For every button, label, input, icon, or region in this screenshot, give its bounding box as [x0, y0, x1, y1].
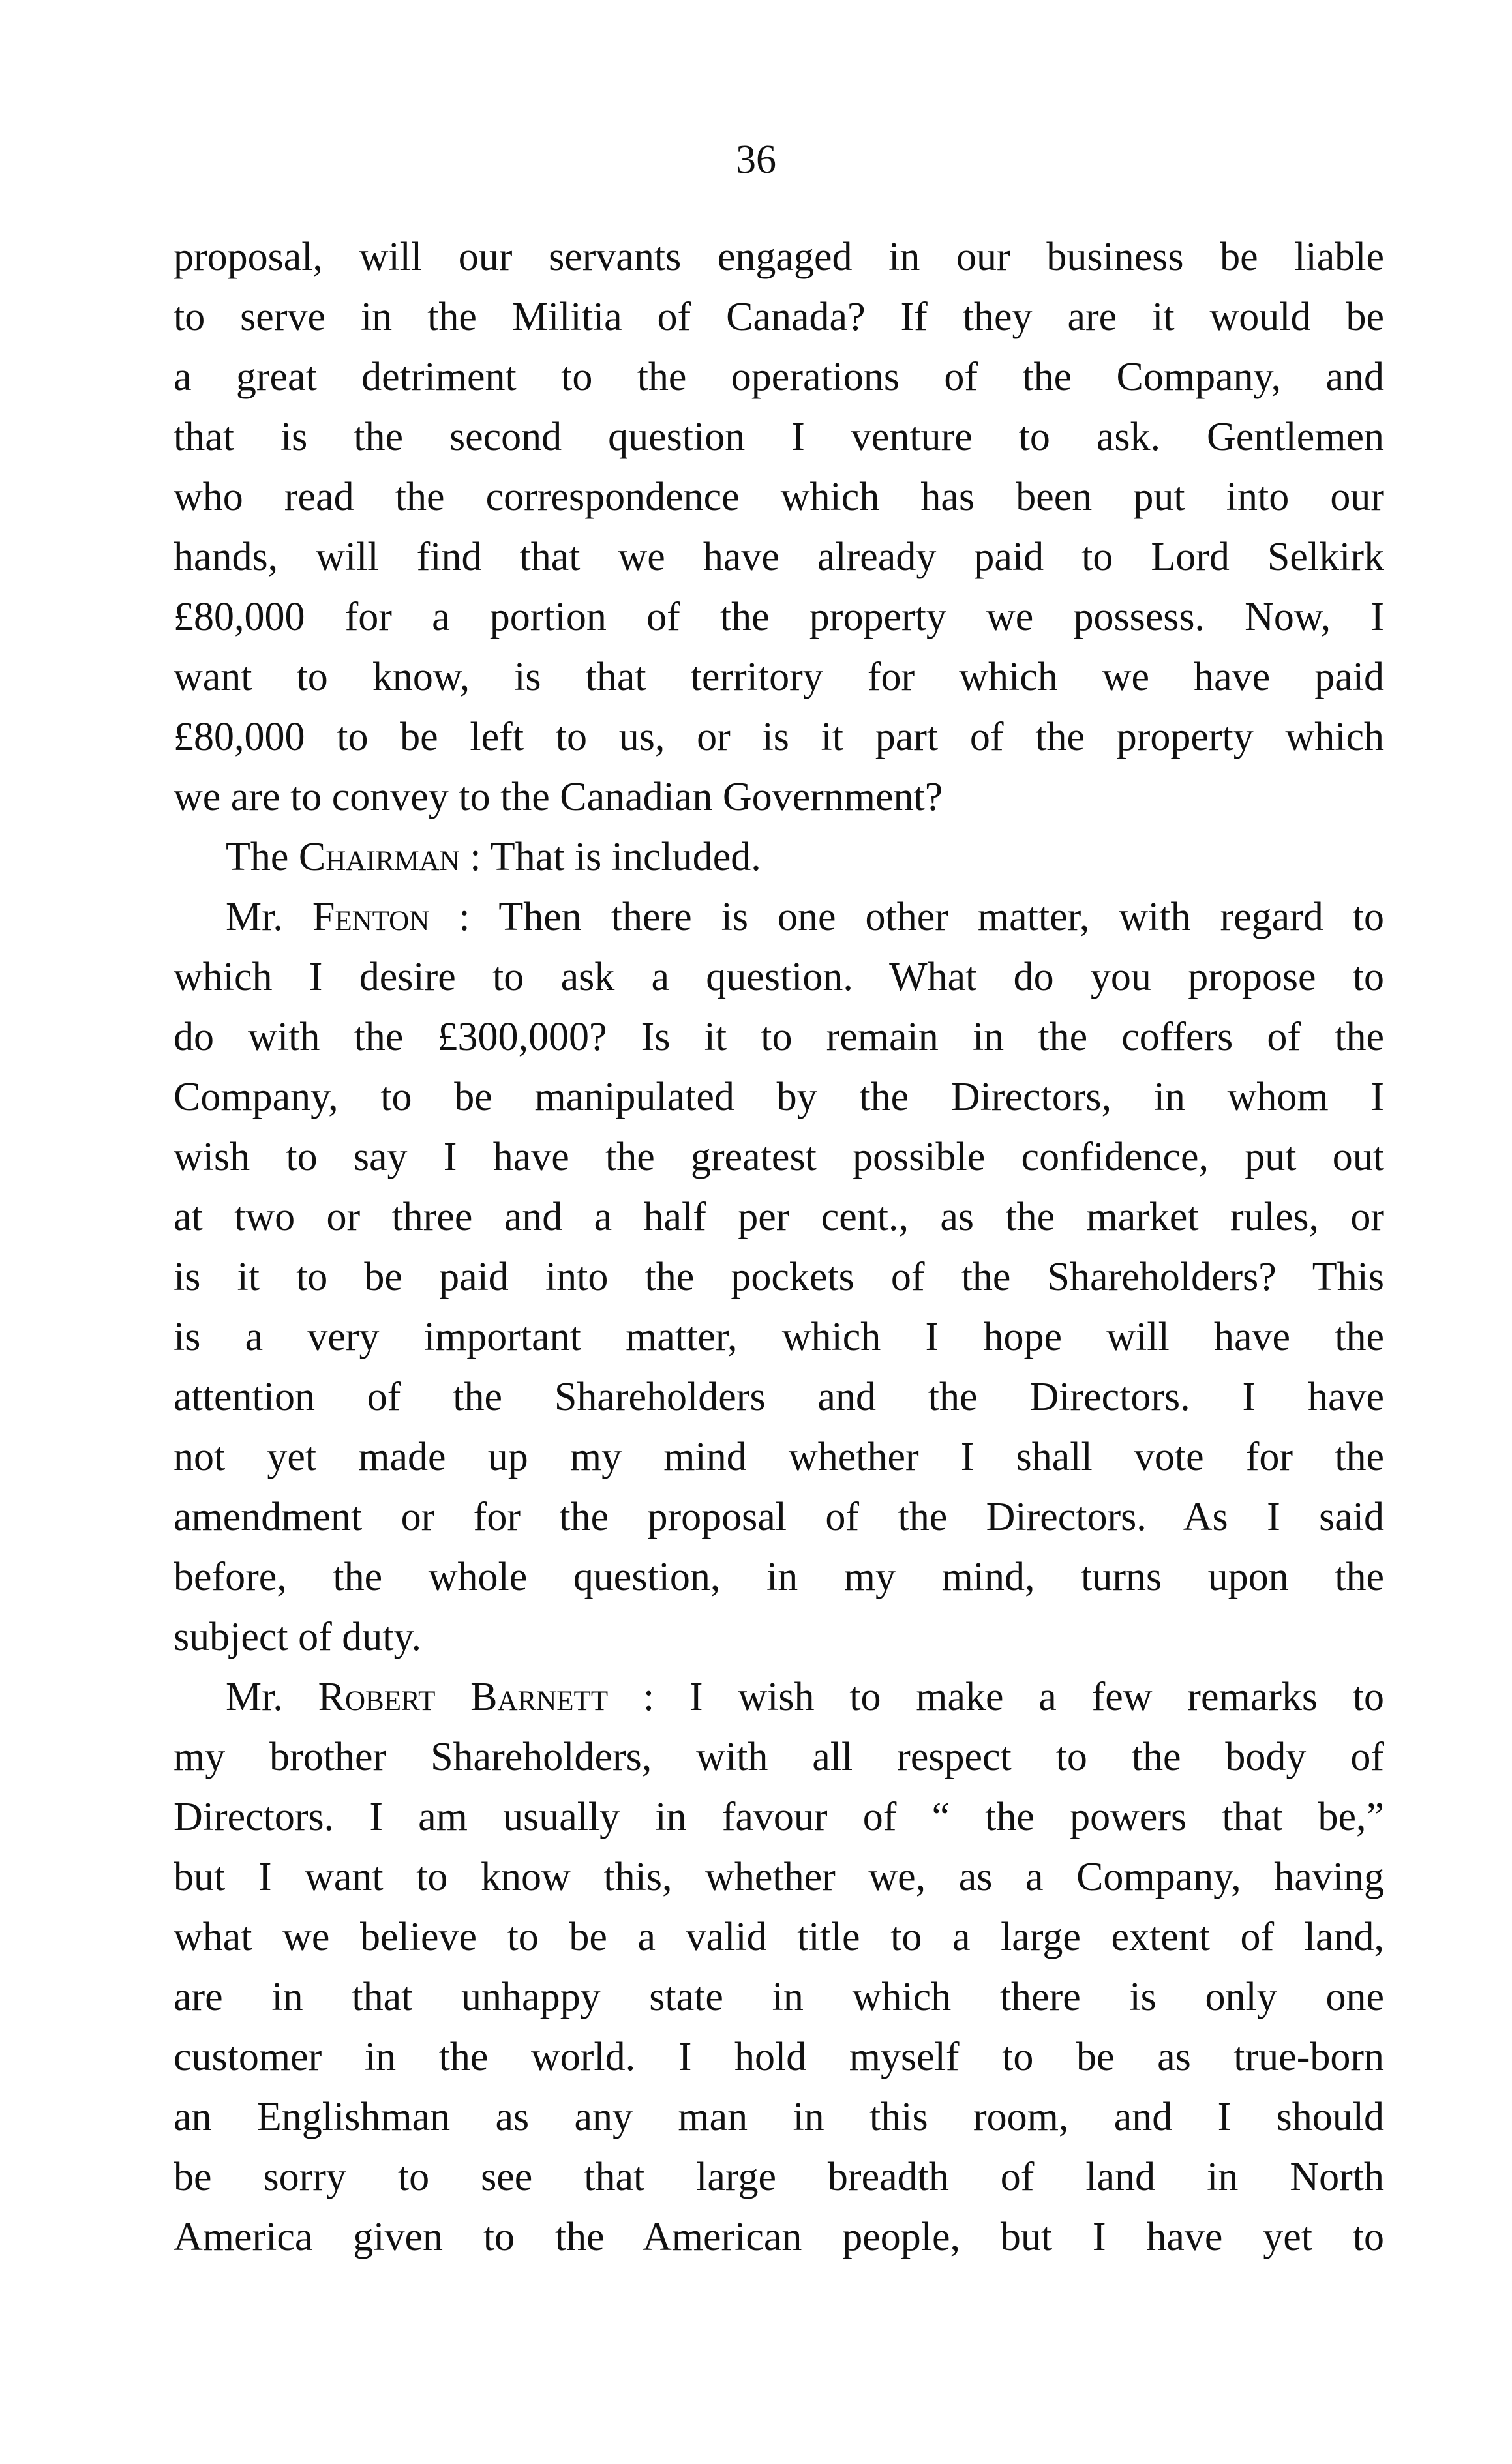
text-line [174, 227, 1384, 287]
text-segment: : That is included. [459, 835, 761, 879]
text-line [174, 2207, 1384, 2267]
text-segment: proposal, will our servants engaged in our business be liable [174, 235, 1384, 279]
text-line [174, 1307, 1384, 1367]
text-segment: at two or three and a half per cent., as the market rules, or [174, 1195, 1384, 1239]
text-segment: are in that unhappy state in which there is only one [174, 1975, 1384, 2019]
text-segment: Mr. [226, 1675, 318, 1719]
text-line [174, 1667, 1384, 1727]
text-line [174, 1487, 1384, 1547]
text-line [174, 827, 1384, 887]
text-line [174, 1427, 1384, 1487]
text-line [174, 947, 1384, 1007]
text-segment: to serve in the Militia of Canada? If they are it would be [174, 295, 1384, 339]
text-line [174, 767, 1384, 827]
text-segment: want to know, is that territory for which we have paid [174, 655, 1384, 699]
text-line [174, 1907, 1384, 1967]
text-segment: attention of the Shareholders and the Directors. I have [174, 1375, 1384, 1419]
text-segment: wish to say I have the greatest possible confidence, put out [174, 1135, 1384, 1179]
text-line [174, 707, 1384, 767]
text-line [174, 1547, 1384, 1607]
text-segment: is a very important matter, which I hope will have the [174, 1315, 1384, 1359]
text-segment: my brother Shareholders, with all respect to the body of [174, 1735, 1384, 1779]
text-line [174, 1247, 1384, 1307]
text-segment: that is the second question I venture to ask. Gentlemen [174, 415, 1384, 459]
text-segment: : I wish to make a few remarks to [608, 1675, 1384, 1719]
text-line [174, 1007, 1384, 1067]
text-line [174, 1127, 1384, 1187]
text-segment: £80,000 to be left to us, or is it part of the property which [174, 715, 1384, 759]
text-segment: customer in the world. I hold myself to be as true-born [174, 2035, 1384, 2079]
text-line [174, 527, 1384, 587]
text-segment: Mr. [226, 895, 312, 939]
text-segment: amendment or for the proposal of the Directors. As I said [174, 1495, 1384, 1539]
text-line [174, 887, 1384, 947]
page-number: 36 [736, 138, 776, 182]
text-segment: America given to the American people, but I have yet to [174, 2215, 1384, 2259]
text-segment: not yet made up my mind whether I shall vote for the [174, 1435, 1384, 1479]
text-segment: be sorry to see that large breadth of land in North [174, 2155, 1384, 2199]
text-line [174, 407, 1384, 467]
text-line [174, 2087, 1384, 2147]
text-line [174, 1967, 1384, 2027]
text-segment: is it to be paid into the pockets of the Shareholders? This [174, 1255, 1384, 1299]
text-segment: an Englishman as any man in this room, and I should [174, 2095, 1384, 2139]
text-line [174, 1067, 1384, 1127]
text-segment: Directors. I am usually in favour of “ the powers that be,” [174, 1795, 1384, 1839]
text-segment: what we believe to be a valid title to a large extent of land, [174, 1915, 1384, 1959]
body-text [174, 227, 1384, 2267]
text-segment: before, the whole question, in my mind, turns upon the [174, 1555, 1384, 1599]
text-segment: hands, will find that we have already paid to Lord Selkirk [174, 535, 1384, 579]
text-segment: subject of duty. [174, 1615, 421, 1659]
text-segment: Company, to be manipulated by the Directors, in whom I [174, 1075, 1384, 1119]
text-segment: we are to convey to the Canadian Government? [174, 775, 943, 819]
speaker-name: Fenton [312, 895, 430, 939]
text-line [174, 1187, 1384, 1247]
speaker-name: Robert Barnett [318, 1675, 609, 1719]
text-segment: £80,000 for a portion of the property we possess. Now, I [174, 595, 1384, 639]
text-segment: The [226, 835, 299, 879]
text-line [174, 647, 1384, 707]
text-segment: who read the correspondence which has been put into our [174, 475, 1384, 519]
text-line [174, 287, 1384, 347]
text-line [174, 347, 1384, 407]
text-line [174, 1607, 1384, 1667]
text-line [174, 2147, 1384, 2207]
text-segment: do with the £300,000? Is it to remain in the coffers of the [174, 1015, 1384, 1059]
text-segment: which I desire to ask a question. What do you propose to [174, 955, 1384, 999]
speaker-name: Chairman [298, 835, 460, 879]
text-line [174, 2027, 1384, 2087]
text-line [174, 1787, 1384, 1847]
text-segment: but I want to know this, whether we, as a Company, having [174, 1855, 1384, 1899]
text-line [174, 1847, 1384, 1907]
text-segment: a great detriment to the operations of the Company, and [174, 355, 1384, 399]
text-line [174, 1727, 1384, 1787]
text-line [174, 587, 1384, 647]
text-segment: : Then there is one other matter, with regard to [429, 895, 1384, 939]
text-line [174, 1367, 1384, 1427]
text-line [174, 467, 1384, 527]
